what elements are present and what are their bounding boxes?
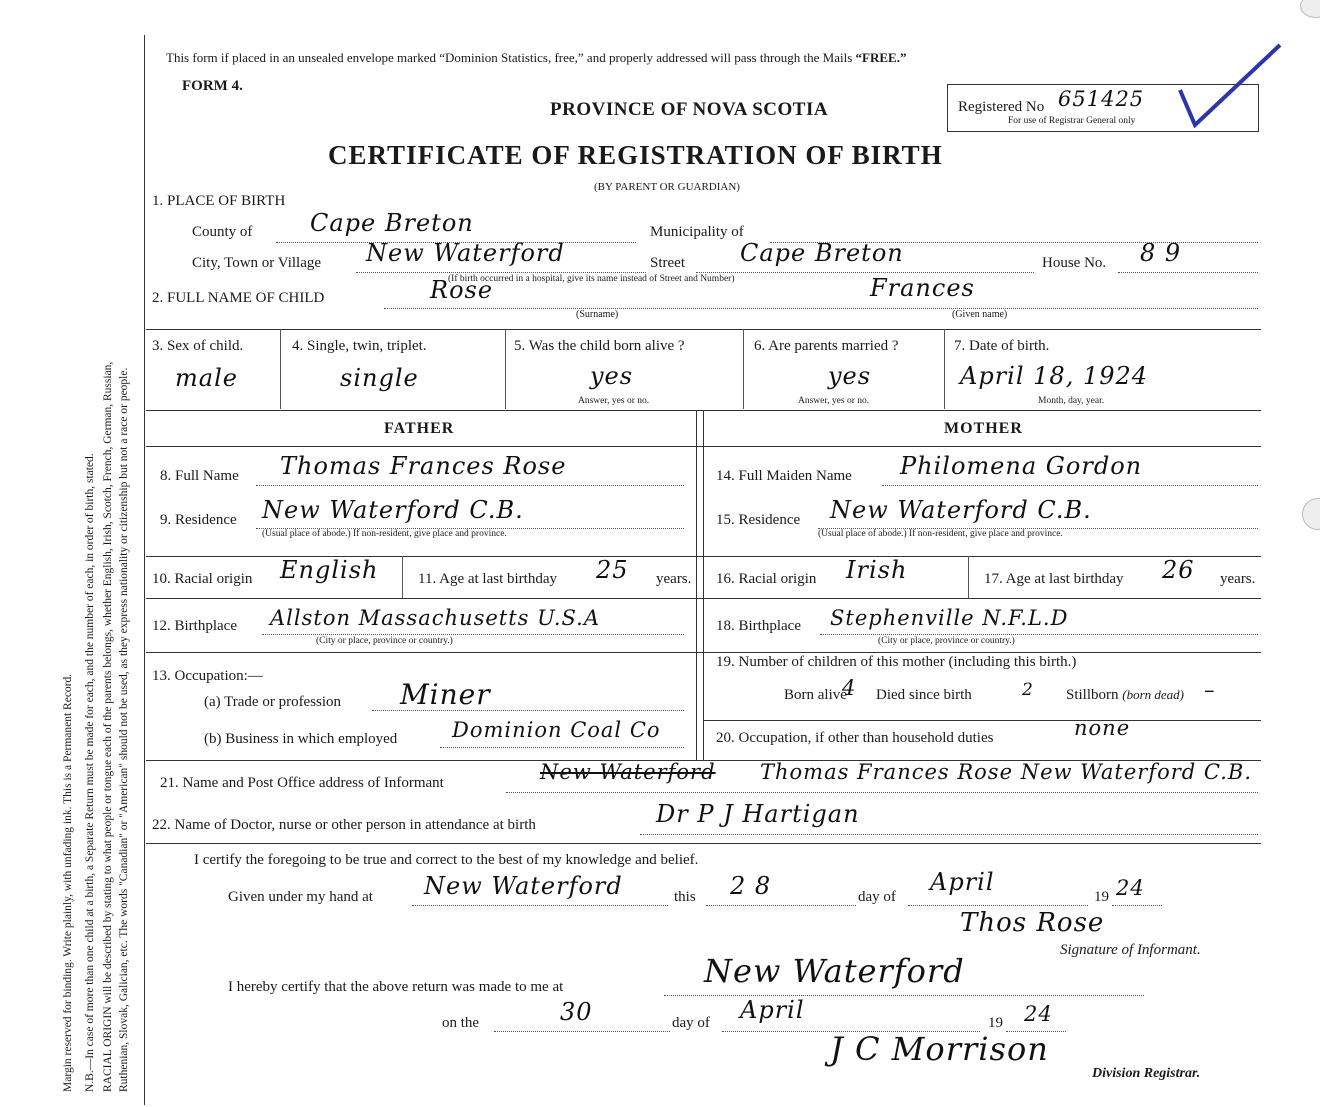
parents-married-label: 6. Are parents married ? bbox=[754, 338, 899, 354]
mother-heading: MOTHER bbox=[944, 420, 1023, 437]
stillborn-label-text: Stillborn bbox=[1066, 687, 1119, 703]
father-residence-caption: (Usual place of abode.) If non-resident, give place and province. bbox=[262, 529, 507, 539]
mother-racial-value: Irish bbox=[846, 556, 908, 584]
died-since-birth-label: Died since birth bbox=[876, 687, 972, 703]
date-of-birth-caption: Month, day, year. bbox=[1038, 396, 1105, 406]
father-birthplace-value: Allston Massachusetts U.S.A bbox=[270, 606, 601, 630]
father-age-label: 11. Age at last birthday bbox=[418, 571, 557, 587]
rule-top-grid bbox=[146, 329, 1261, 330]
died-since-birth-value: 2 bbox=[1022, 680, 1034, 700]
born-alive-count-value: 4 bbox=[842, 676, 857, 700]
postal-notice bbox=[166, 50, 906, 66]
father-mother-divider-2 bbox=[703, 410, 704, 760]
punch-hole-top bbox=[1300, 0, 1320, 18]
margin-binding-note: Margin reserved for binding. Write plainly, with unfading ink. This is a Permanent Record. bbox=[62, 673, 74, 1092]
sex-label: 3. Sex of child. bbox=[152, 338, 244, 354]
certify-statement: I certify the foregoing to be true and correct to the best of my knowledge and belief. bbox=[194, 852, 699, 868]
hospital-note: (If birth occurred in a hospital, give its name instead of Street and Number) bbox=[448, 274, 735, 284]
born-alive-caption: Answer, yes or no. bbox=[578, 396, 650, 406]
registrar-year-prefix: 19 bbox=[988, 1015, 1003, 1031]
province-heading: PROVINCE OF NOVA SCOTIA bbox=[550, 99, 829, 120]
city-label: City, Town or Village bbox=[192, 255, 322, 271]
postal-free: “FREE.” bbox=[855, 50, 907, 65]
born-alive-label: 5. Was the child born alive ? bbox=[514, 338, 685, 354]
stillborn-value: – bbox=[1204, 678, 1216, 702]
mother-racial-label: 16. Racial origin bbox=[716, 571, 817, 587]
city-value: New Waterford bbox=[366, 239, 565, 267]
mother-birthplace-caption: (City or place, province or country.) bbox=[878, 636, 1015, 646]
rule-before-certify bbox=[146, 843, 1261, 844]
given-at-place: New Waterford bbox=[424, 872, 623, 900]
given-at-label: Given under my hand at bbox=[228, 889, 373, 905]
plurality-label: 4. Single, twin, triplet. bbox=[292, 338, 427, 354]
father-mother-divider bbox=[696, 410, 697, 760]
given-caption: (Given name) bbox=[952, 309, 1008, 320]
county-value: Cape Breton bbox=[310, 209, 474, 237]
street-label: Street bbox=[650, 255, 685, 271]
county-label: County of bbox=[192, 224, 253, 240]
registered-note: For use of Registrar General only bbox=[1008, 116, 1136, 126]
parents-married-caption: Answer, yes or no. bbox=[798, 396, 870, 406]
form-number: FORM 4. bbox=[182, 78, 243, 94]
informant-signature-caption: Signature of Informant. bbox=[1060, 942, 1201, 958]
postal-notice-text: This form if placed in an unsealed envelope marked “Dominion Statistics, free,” and properly addressed will pass through the Mails bbox=[166, 50, 853, 65]
parents-married-value: yes bbox=[828, 362, 872, 390]
registered-label: Registered No bbox=[958, 99, 1045, 115]
registrar-on-label: on the bbox=[442, 1015, 480, 1031]
street-value: Cape Breton bbox=[740, 239, 904, 267]
father-occupation-label: 13. Occupation:— bbox=[152, 668, 263, 684]
mother-name-value: Philomena Gordon bbox=[900, 452, 1143, 480]
father-name-value: Thomas Frances Rose bbox=[280, 452, 567, 480]
father-heading: FATHER bbox=[384, 420, 455, 437]
municipality-label: Municipality of bbox=[650, 224, 744, 240]
doctor-label: 22. Name of Doctor, nurse or other person in attendance at birth bbox=[152, 817, 536, 833]
punch-hole-middle bbox=[1302, 498, 1320, 530]
registrar-day: 30 bbox=[560, 998, 593, 1026]
registrar-day-of-label: day of bbox=[672, 1015, 710, 1031]
margin-racial-note-2: Ruthenian, Slovak, Galician, etc. The words "Canadian" or "American" should not be used, as they express nationality or citizenship but not a race or people. bbox=[118, 367, 130, 1092]
father-name-label: 8. Full Name bbox=[160, 468, 239, 484]
father-trade-value: Miner bbox=[400, 678, 491, 711]
doctor-value: Dr P J Hartigan bbox=[656, 800, 860, 828]
mother-residence-caption: (Usual place of abode.) If non-resident, give place and province. bbox=[818, 529, 1063, 539]
mother-occupation-value: none bbox=[1074, 716, 1131, 740]
plurality-value: single bbox=[340, 364, 419, 392]
mother-residence-label: 15. Residence bbox=[716, 512, 801, 528]
father-birthplace-caption: (City or place, province or country.) bbox=[316, 636, 453, 646]
given-year: 24 bbox=[1116, 876, 1145, 900]
stillborn-note: (born dead) bbox=[1122, 687, 1185, 702]
mother-children-label: 19. Number of children of this mother (including this birth.) bbox=[716, 654, 1077, 670]
child-surname: Rose bbox=[430, 276, 494, 304]
mother-occupation-label: 20. Occupation, if other than household duties bbox=[716, 730, 994, 746]
registrar-statement: I hereby certify that the above return was made to me at bbox=[228, 979, 564, 995]
margin-rule bbox=[144, 35, 145, 1105]
place-of-birth-label: 1. PLACE OF BIRTH bbox=[152, 193, 286, 209]
informant-label: 21. Name and Post Office address of Informant bbox=[160, 775, 444, 791]
given-day-of-label: day of bbox=[858, 889, 896, 905]
house-label: House No. bbox=[1042, 255, 1107, 271]
registrar-signature: J C Morrison bbox=[830, 1030, 1049, 1068]
informant-value: Thomas Frances Rose New Waterford C.B. bbox=[760, 760, 1253, 784]
mother-residence-value: New Waterford C.B. bbox=[830, 496, 1092, 524]
child-given-name: Frances bbox=[870, 274, 975, 302]
child-name-label: 2. FULL NAME OF CHILD bbox=[152, 290, 325, 306]
father-residence-label: 9. Residence bbox=[160, 512, 237, 528]
informant-struck-value: New Waterford bbox=[540, 760, 716, 784]
stillborn-label bbox=[1066, 687, 1184, 704]
registrar-year: 24 bbox=[1024, 1002, 1053, 1026]
father-business-value: Dominion Coal Co bbox=[452, 718, 661, 742]
margin-racial-note-1: RACIAL ORIGIN will be described by stating to what people or tongue each of the parents belongs, whether English, Irish, Scotch, French, German, Russian, bbox=[102, 361, 114, 1092]
father-birthplace-label: 12. Birthplace bbox=[152, 618, 237, 634]
registrar-month: April bbox=[740, 996, 805, 1024]
margin-nb-note: N.B.—In case of more than one child at a birth, a Separate Return must be made for each, and the number of each, in order of birth, stated. bbox=[84, 453, 96, 1092]
informant-signature: Thos Rose bbox=[960, 908, 1105, 938]
house-value: 8 9 bbox=[1140, 239, 1182, 267]
father-trade-label: (a) Trade or profession bbox=[204, 694, 342, 710]
father-age-years: years. bbox=[656, 571, 692, 587]
mother-age-value: 26 bbox=[1162, 556, 1195, 584]
given-month: April bbox=[930, 868, 995, 896]
date-of-birth-label: 7. Date of birth. bbox=[954, 338, 1050, 354]
father-racial-label: 10. Racial origin bbox=[152, 571, 253, 587]
this-label: this bbox=[674, 889, 696, 905]
born-alive-value: yes bbox=[590, 362, 634, 390]
father-residence-value: New Waterford C.B. bbox=[262, 496, 524, 524]
born-alive-count-label: Born alive bbox=[784, 687, 847, 703]
mother-age-years: years. bbox=[1220, 571, 1256, 587]
registrar-caption: Division Registrar. bbox=[1092, 1066, 1201, 1081]
mother-name-label: 14. Full Maiden Name bbox=[716, 468, 852, 484]
mother-age-label: 17. Age at last birthday bbox=[984, 571, 1124, 587]
sex-value: male bbox=[175, 364, 238, 392]
father-racial-value: English bbox=[280, 556, 379, 584]
certificate-subtitle: (BY PARENT OR GUARDIAN) bbox=[594, 181, 740, 193]
registered-number: 651425 bbox=[1058, 87, 1145, 111]
father-business-label: (b) Business in which employed bbox=[204, 731, 398, 747]
surname-caption: (Surname) bbox=[576, 309, 619, 320]
given-day: 2 8 bbox=[730, 872, 772, 900]
certificate-title: CERTIFICATE OF REGISTRATION OF BIRTH bbox=[328, 140, 943, 170]
mother-birthplace-value: Stephenville N.F.L.D bbox=[830, 606, 1069, 630]
mother-birthplace-label: 18. Birthplace bbox=[716, 618, 801, 634]
date-of-birth-value: April 18, 1924 bbox=[960, 362, 1149, 390]
given-year-prefix: 19 bbox=[1094, 889, 1109, 905]
father-age-value: 25 bbox=[596, 556, 629, 584]
registrar-place: New Waterford bbox=[704, 952, 965, 990]
checkmark-icon bbox=[1175, 40, 1285, 130]
